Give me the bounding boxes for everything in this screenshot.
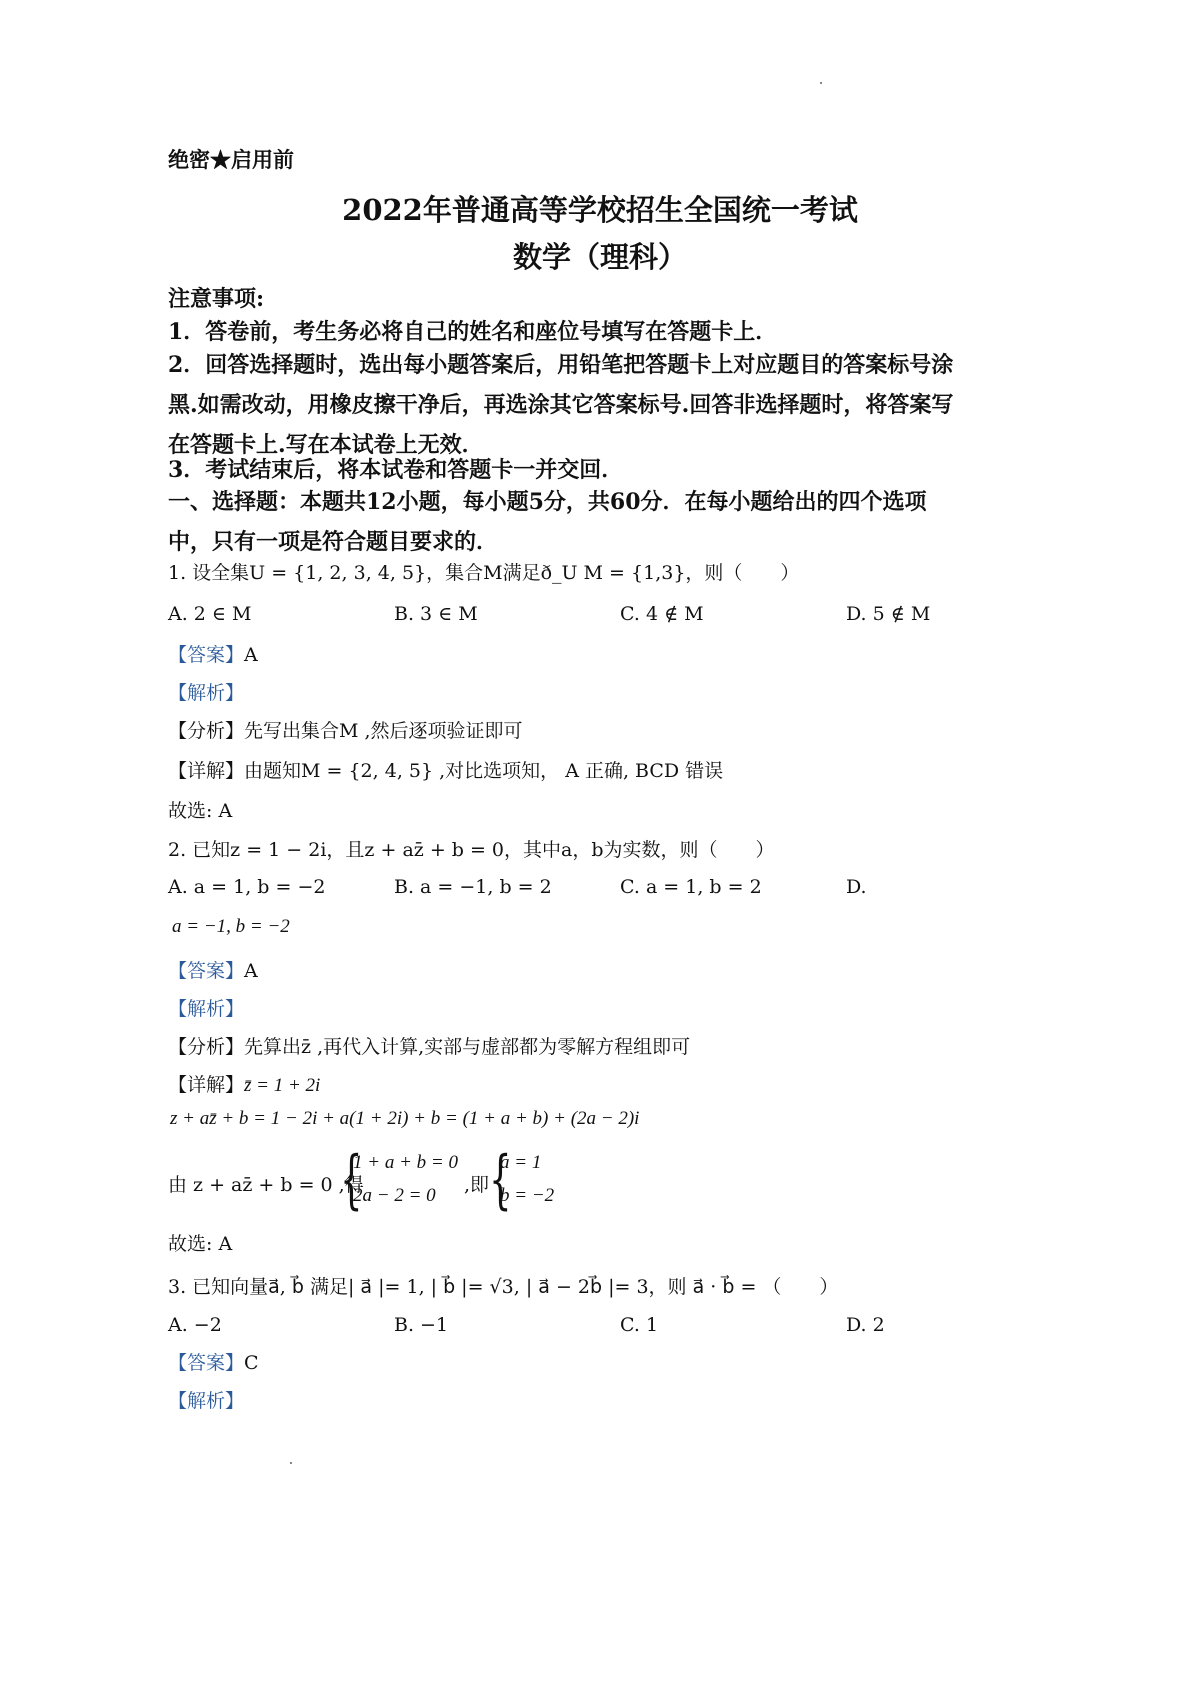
fenxi-text: 先写出集合M ,然后逐项验证即可 xyxy=(244,720,523,742)
xiangjie-tag: 【详解】 xyxy=(168,760,245,782)
notice-heading: 注意事项: xyxy=(168,286,265,312)
answer-tag: 【答案】 xyxy=(168,1352,245,1374)
fenxi-text: 先算出z̄ ,再代入计算,实部与虚部都为零解方程组即可 xyxy=(244,1036,691,1058)
system-2-row-1: a = 1 xyxy=(500,1152,542,1173)
section-heading: 一、选择题：本题共12小题，每小题5分，共60分．在每小题给出的四个选项中，只有一项是符合题目要求的． xyxy=(168,489,927,555)
question-1-option-d: D. 5 ∉ M xyxy=(846,603,931,625)
notice-item-2: 2．回答选择题时，选出每小题答案后，用铅笔把答题卡上对应题目的答案标号涂黑.如需改动，用橡皮擦干净后，再选涂其它答案标号.回答非选择题时，将答案写在答题卡上.写在本试卷上无效． xyxy=(168,352,954,458)
question-2-option-c: C. a = 1, b = 2 xyxy=(620,876,762,898)
question-1-option-b: B. 3 ∈ M xyxy=(394,603,478,625)
system-1-row-2: 2a − 2 = 0 xyxy=(353,1185,436,1206)
question-2-system-prefix: 由 z + az̄ + b = 0 ,得 xyxy=(168,1174,364,1196)
notice-item-1: 1．答卷前，考生务必将自己的姓名和座位号填写在答题卡上． xyxy=(168,319,778,345)
question-1-analysis-tag xyxy=(168,678,244,705)
question-2-fenxi xyxy=(168,1032,690,1059)
question-3-option-d: D. 2 xyxy=(846,1314,885,1336)
exam-subtitle: 数学（理科） xyxy=(512,240,687,274)
answer-value: C xyxy=(244,1352,259,1374)
answer-tag: 【答案】 xyxy=(168,960,245,982)
left-brace-2: { xyxy=(489,1143,512,1217)
question-2-xiangjie xyxy=(168,1070,320,1097)
question-3-option-b: B. −1 xyxy=(394,1314,449,1336)
question-2-option-d-value: a = −1, b = −2 xyxy=(172,916,290,937)
question-2-system-mid: ,即 xyxy=(464,1174,490,1196)
question-3-option-c: C. 1 xyxy=(620,1314,659,1336)
xiangjie-tag: 【详解】 xyxy=(168,1074,245,1096)
notice-item-3: 3．考试结束后，将本试卷和答题卡一并交回． xyxy=(168,457,624,483)
scan-dot-bottom xyxy=(290,1462,292,1464)
question-2-analysis-tag xyxy=(168,994,244,1021)
question-3-analysis-tag xyxy=(168,1386,244,1413)
system-1-row-1: 1 + a + b = 0 xyxy=(353,1152,458,1173)
xiangjie-text: 由题知M = {2, 4, 5} ,对比选项知， A 正确, BCD 错误 xyxy=(244,760,724,782)
question-1-answer xyxy=(168,640,258,667)
scan-dot-top xyxy=(820,82,822,84)
question-2-derivation: z + az̄ + b = 1 − 2i + a(1 + 2i) + b = (1 + a + b) + (2a − 2)i xyxy=(170,1108,640,1129)
question-2-conclusion: 故选: A xyxy=(168,1233,233,1255)
question-1-conclusion: 故选: A xyxy=(168,800,233,822)
question-2-option-d: D. xyxy=(846,876,867,898)
xiangjie-text: z̄ = 1 + 2i xyxy=(244,1075,321,1096)
question-1-xiangjie xyxy=(168,756,723,783)
analysis-tag: 【解析】 xyxy=(168,682,245,704)
question-2-stem: 2. 已知z = 1 − 2i，且z + az̄ + b = 0，其中a，b为实数，则（ ） xyxy=(168,839,775,861)
answer-value: A xyxy=(244,960,258,982)
answer-tag: 【答案】 xyxy=(168,644,245,666)
question-2-option-a: A. a = 1, b = −2 xyxy=(168,876,326,898)
fenxi-tag: 【分析】 xyxy=(168,1036,245,1058)
analysis-tag: 【解析】 xyxy=(168,1390,245,1412)
system-2-row-2: b = −2 xyxy=(500,1185,555,1206)
question-3-option-a: A. −2 xyxy=(168,1314,222,1336)
question-1-fenxi xyxy=(168,716,523,743)
analysis-tag: 【解析】 xyxy=(168,998,245,1020)
question-2-option-b: B. a = −1, b = 2 xyxy=(394,876,552,898)
question-1-option-c: C. 4 ∉ M xyxy=(620,603,704,625)
left-brace-1: { xyxy=(340,1143,363,1217)
secret-label: 绝密★启用前 xyxy=(168,147,294,172)
fenxi-tag: 【分析】 xyxy=(168,720,245,742)
answer-value: A xyxy=(244,644,258,666)
question-2-answer xyxy=(168,956,258,983)
question-1-option-a: A. 2 ∈ M xyxy=(168,603,252,625)
question-3-stem: 3. 已知向量a⃗, b⃗ 满足| a⃗ |= 1, | b⃗ |= √3, | a⃗ − 2b⃗ |= 3，则 a⃗ · b⃗ = （ ） xyxy=(168,1276,839,1298)
question-3-answer xyxy=(168,1348,259,1375)
question-1-stem: 1. 设全集U = {1, 2, 3, 4, 5}，集合M满足ð_U M = {1,3}，则（ ） xyxy=(168,562,800,584)
exam-title: 2022年普通高等学校招生全国统一考试 xyxy=(342,193,858,227)
